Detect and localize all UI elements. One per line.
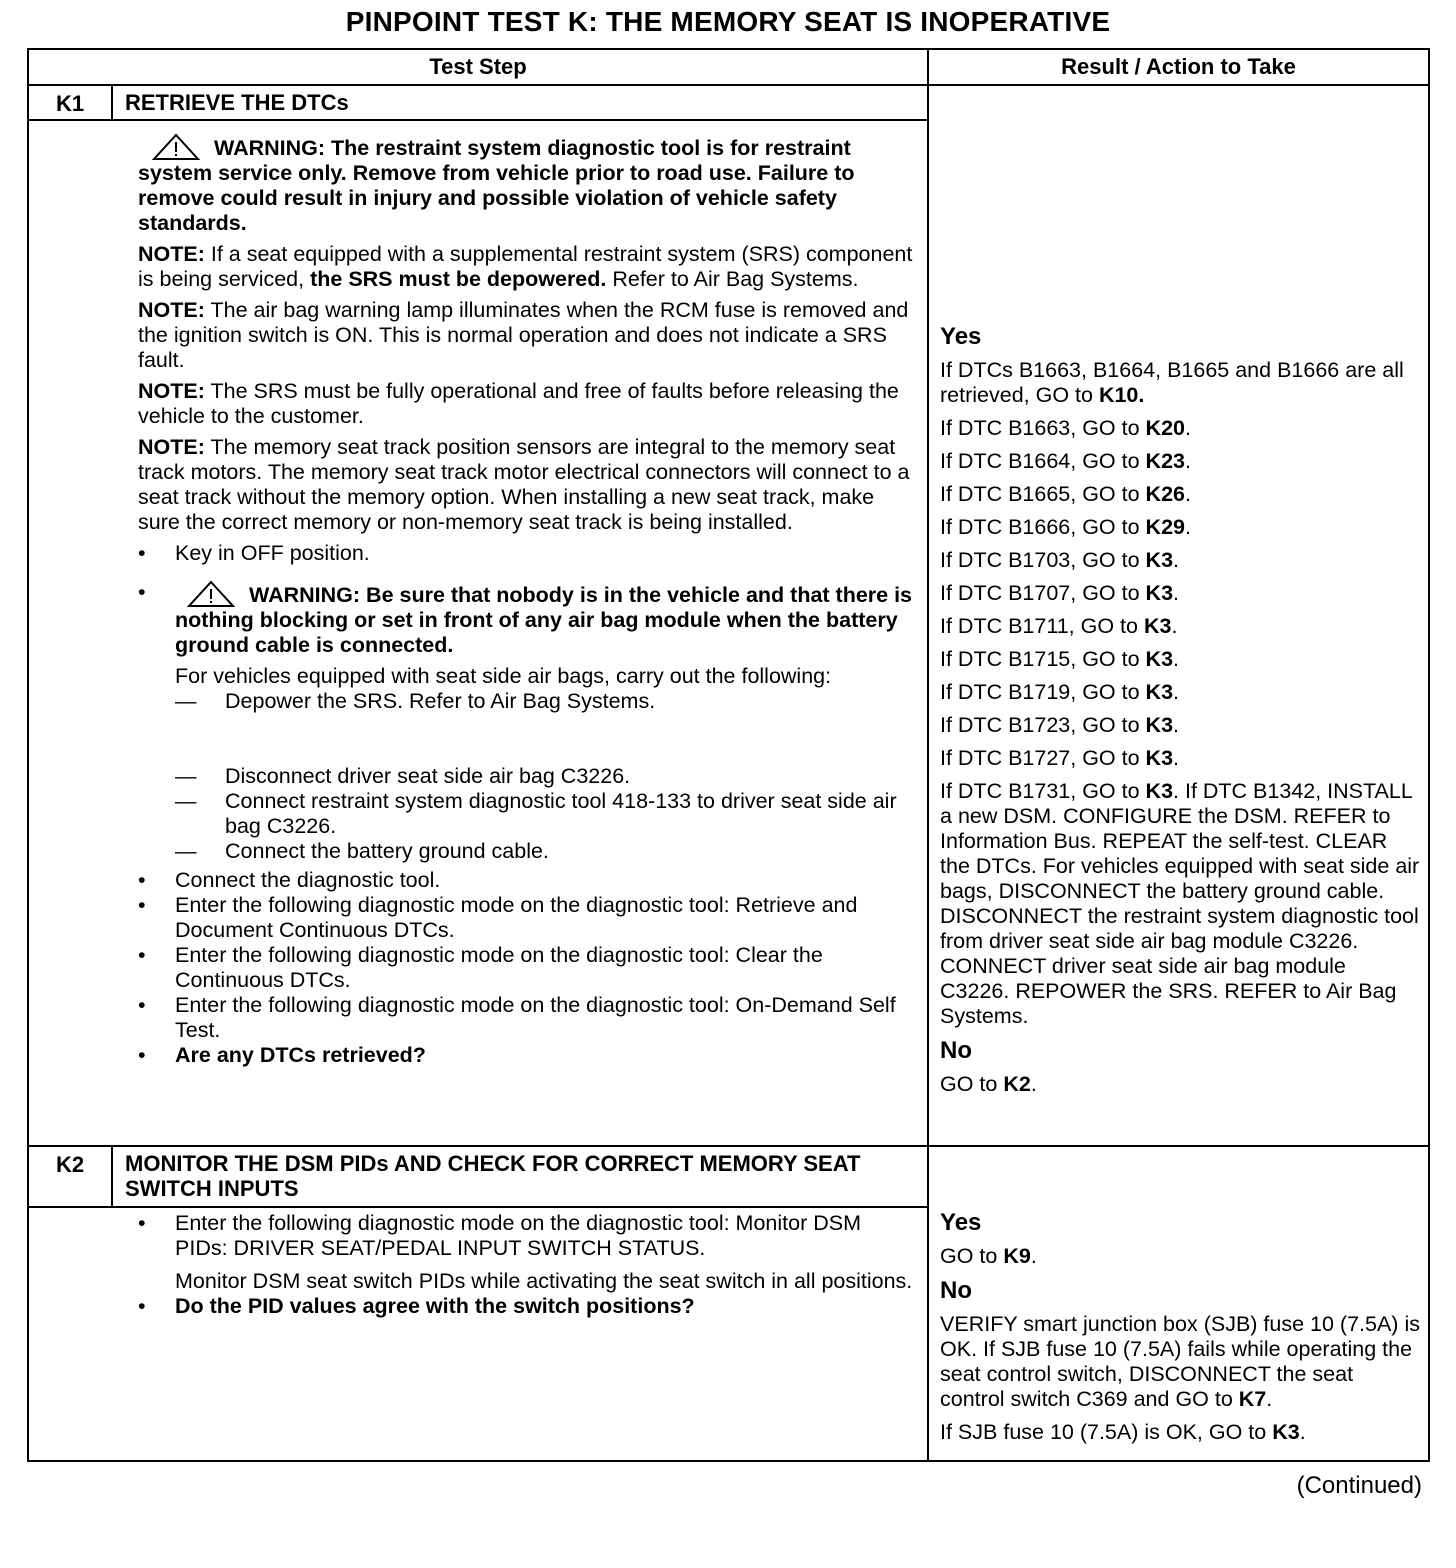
note-paragraph: NOTE: If a seat equipped with a supplemental restraint system (SRS) component is being serviced, the SRS must be depowered. Refer to Air Bag Systems. xyxy=(138,242,913,291)
note-paragraph: NOTE: The air bag warning lamp illuminates when the RCM fuse is removed and the ignition switch is ON. This is normal operation and does not indicate a SRS fault. xyxy=(138,298,909,372)
page-title: PINPOINT TEST K: THE MEMORY SEAT IS INOPERATIVE xyxy=(345,6,1111,37)
bullet-item: • Enter the following diagnostic mode on the diagnostic tool: On-Demand Self Test. xyxy=(138,993,896,1042)
note-paragraph: NOTE: The memory seat track position sensors are integral to the memory seat track motors. The memory seat track motor electrical connectors will connect to a seat track without the memory option. When installing a new seat track, make sure the correct memory or non-memory seat track is being installed. xyxy=(138,435,910,534)
bullet-item: • Key in OFF position. xyxy=(138,541,370,565)
dtc-result-item: If DTC B1663, GO to K20. xyxy=(940,416,1191,440)
bullet-item: • Enter the following diagnostic mode on the diagnostic tool: Monitor DSM PIDs: DRIVER SEAT/PEDAL INPUT SWITCH STATUS. Monitor DSM seat switch PIDs while activating the seat switch in all positions. xyxy=(138,1211,913,1293)
bullet-item: • Connect the diagnostic tool. xyxy=(138,868,441,892)
column-header-result: Result / Action to Take xyxy=(928,49,1429,85)
step-k1-heading-row xyxy=(28,85,1429,120)
warning-triangle-icon xyxy=(152,133,200,161)
dtc-result-item: If DTC B1723, GO to K3. xyxy=(940,713,1180,737)
result-cell-k1 xyxy=(928,85,1429,1146)
step-k2-heading-row xyxy=(28,1146,1429,1207)
seat-side-intro: For vehicles equipped with seat side air bags, carry out the following: xyxy=(175,664,832,688)
step-heading-k1: RETRIEVE THE DTCs xyxy=(112,85,928,120)
result-line: If SJB fuse 10 (7.5A) is OK, GO to K3. xyxy=(940,1420,1306,1444)
table-header-row xyxy=(28,49,1429,85)
pinpoint-test-table xyxy=(27,48,1428,1462)
dash-item: — Connect the battery ground cable. xyxy=(175,839,549,863)
dtc-result-item: If DTC B1665, GO to K26. xyxy=(940,482,1191,506)
yes-label: Yes xyxy=(940,323,982,350)
dtc-result-item: If DTC B1664, GO to K23. xyxy=(940,449,1191,473)
continued-label: (Continued) xyxy=(1296,1472,1422,1499)
dtc-result-item: If DTC B1703, GO to K3. xyxy=(940,548,1180,572)
dtc-result-item: If DTC B1711, GO to K3. xyxy=(940,614,1178,638)
warning-triangle-icon xyxy=(187,580,235,608)
step-body-k1 xyxy=(28,120,928,1146)
bullet-item: • Do the PID values agree with the switch positions? xyxy=(138,1294,695,1318)
note-paragraph: NOTE: The SRS must be fully operational and free of faults before releasing the vehicle to the customer. xyxy=(138,379,899,428)
step-heading-k2: MONITOR THE DSM PIDs AND CHECK FOR CORRECT MEMORY SEAT SWITCH INPUTS xyxy=(112,1146,928,1207)
bullet-item: • Enter the following diagnostic mode on the diagnostic tool: Clear the Continuous DTCs. xyxy=(138,943,823,992)
dash-item: — Connect restraint system diagnostic tool 418-133 to driver seat side air bag C3226. xyxy=(175,789,897,838)
result-line: GO to K2. xyxy=(940,1072,1037,1096)
result-line: VERIFY smart junction box (SJB) fuse 10 (7.5A) is OK. If SJB fuse 10 (7.5A) fails while operating the seat control switch, DISCONNECT the seat control switch C369 and GO to K7. xyxy=(940,1312,1420,1411)
bullet-item: • Enter the following diagnostic mode on the diagnostic tool: Retrieve and Document Continuous DTCs. xyxy=(138,893,858,942)
dtc-result-item: If DTC B1719, GO to K3. xyxy=(940,680,1180,704)
column-header-test-step: Test Step xyxy=(28,49,928,85)
no-label: No xyxy=(940,1277,973,1304)
warning-paragraph: WARNING: The restraint system diagnostic tool is for restraint system service only. Remove from vehicle prior to road use. Failure to remove could result in injury and possible violation of vehicle safety standards. xyxy=(138,133,913,236)
dtc-result-item: If DTC B1666, GO to K29. xyxy=(940,515,1191,539)
result-cell-k2 xyxy=(928,1146,1429,1461)
step-body-k2 xyxy=(28,1207,928,1461)
dtc-result-item: If DTC B1727, GO to K3. xyxy=(940,746,1180,770)
result-line: GO to K9. xyxy=(940,1244,1037,1268)
dtc-result-item: If DTC B1715, GO to K3. xyxy=(940,647,1180,671)
no-label: No xyxy=(940,1037,973,1064)
dtc-result-item: If DTC B1707, GO to K3. xyxy=(940,581,1180,605)
bullet-item: • WARNING: Be sure that nobody is in the vehicle and that there is nothing blocking or set in front of any air bag module when the battery ground cable is connected. For vehicles equipped with seat side air bags, carry out the following: — Depower the SRS. Refer to Air Bag Systems. — Disconnect driver seat side air bag C3226. — Connect restraint system diagnostic tool 418-133 to driver seat side air bag C3226. — Connect the battery ground cable. xyxy=(138,580,913,863)
step-id-k2: K2 xyxy=(28,1146,112,1207)
dash-item: — Depower the SRS. Refer to Air Bag Systems. xyxy=(175,689,656,713)
dash-item: — Disconnect driver seat side air bag C3226. xyxy=(175,764,631,788)
bullet-item: • Are any DTCs retrieved? xyxy=(138,1043,426,1067)
dtc-result-list xyxy=(940,416,1420,771)
yes-label: Yes xyxy=(940,1209,982,1236)
result-line: If DTCs B1663, B1664, B1665 and B1666 are all retrieved, GO to K10. xyxy=(940,358,1404,407)
result-line: If DTC B1731, GO to K3. If DTC B1342, INSTALL a new DSM. CONFIGURE the DSM. REFER to Information Bus. REPEAT the self-test. CLEAR the DTCs. For vehicles equipped with seat side air bags, DISCONNECT the battery ground cable. DISCONNECT the restraint system diagnostic tool from driver seat side air bag module C3226. CONNECT driver seat side air bag module C3226. REPOWER the SRS. REFER to Air Bag Systems. xyxy=(940,779,1420,1028)
step-id-k1: K1 xyxy=(28,85,112,120)
